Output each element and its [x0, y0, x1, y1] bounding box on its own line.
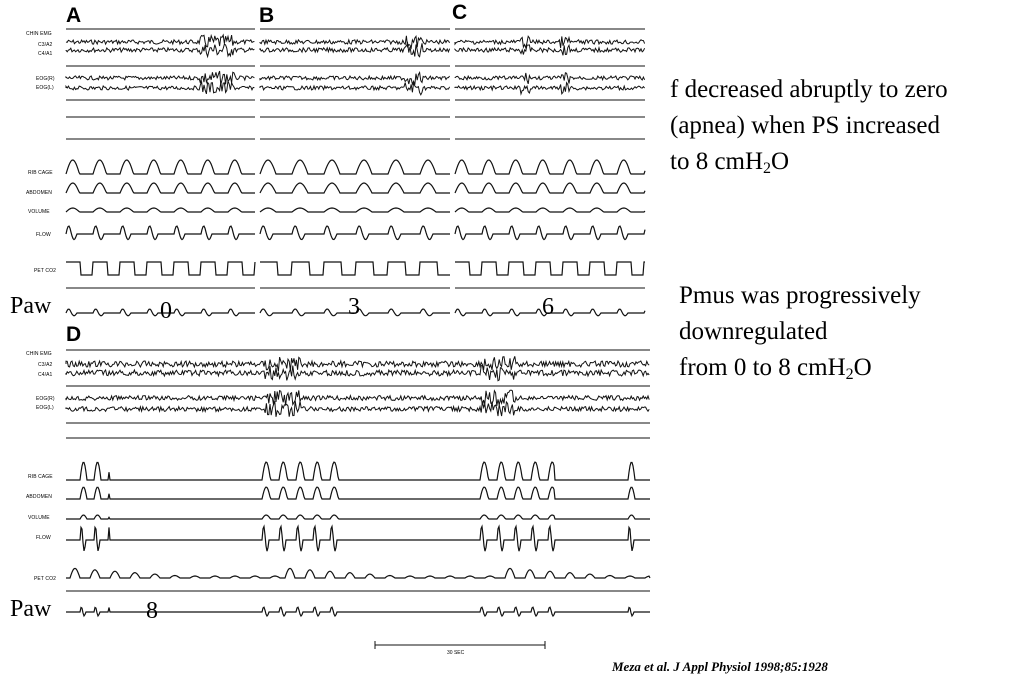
channel-label-chin-emg-d: CHIN EMG — [26, 351, 52, 357]
annotation-apnea-line1: f decreased abruptly to zero — [670, 76, 948, 103]
channel-label-eog-l-d: EOG(L) — [36, 405, 54, 411]
eeg-c3-trace — [66, 356, 649, 371]
channel-label-rib-cage-d: RIB CAGE — [28, 474, 53, 480]
panel-label-c: C — [452, 1, 468, 24]
eog-r-trace — [66, 390, 649, 406]
ps-level-d: 8 — [146, 598, 158, 624]
ps-level-b: 3 — [348, 294, 360, 320]
abdomen-trace — [66, 487, 650, 499]
eeg-c4-trace — [66, 44, 254, 56]
eeg-c4-trace — [455, 45, 645, 55]
flow-trace — [66, 226, 255, 240]
eog-r-trace — [455, 73, 645, 84]
eog-l-trace — [66, 401, 649, 417]
channel-label-eog-r-d: EOG(R) — [36, 396, 55, 402]
channel-label-pet-co2-d: PET CO2 — [34, 576, 57, 582]
annotation-apnea-line2: (apnea) when PS increased — [670, 112, 941, 139]
pet-co2-trace — [260, 262, 450, 275]
panel-label-b: B — [259, 4, 275, 27]
channel-label-c3a2: C3/A2 — [38, 42, 53, 48]
channel-label-abdomen: ABDOMEN — [26, 190, 52, 196]
rib-cage-trace — [260, 160, 450, 174]
abdomen-trace — [260, 183, 450, 193]
rib-cage-trace — [66, 462, 650, 480]
rib-cage-trace — [455, 160, 645, 174]
panel-label-d: D — [66, 323, 82, 346]
paw-label-top: Paw — [10, 293, 52, 319]
channel-label-eog-l: EOG(L) — [36, 85, 54, 91]
scale-bar — [375, 641, 545, 649]
volume-trace — [455, 208, 645, 212]
panel-label-a: A — [66, 4, 82, 27]
eog-l-trace — [260, 83, 450, 95]
eog-l-trace — [455, 83, 645, 94]
annotation-apnea — [670, 72, 948, 180]
volume-trace — [260, 208, 450, 212]
flow-trace — [260, 226, 450, 240]
channel-label-volume: VOLUME — [28, 209, 50, 215]
channel-label-rib-cage: RIB CAGE — [28, 170, 53, 176]
ps-level-a: 0 — [160, 298, 172, 324]
rib-cage-trace — [66, 160, 255, 174]
eeg-c4-trace — [260, 43, 450, 57]
citation: Meza et al. J Appl Physiol 1998;85:1928 — [612, 659, 828, 674]
channel-label-c4a1: C4/A1 — [38, 51, 53, 57]
channel-label-flow: FLOW — [36, 232, 51, 238]
annotation-pmus-line3: from 0 to 8 cmH$_2$O — [679, 354, 872, 383]
channel-label-flow-d: FLOW — [36, 535, 51, 541]
pet-co2-trace — [66, 568, 650, 578]
channel-label-pet-co2: PET CO2 — [34, 268, 57, 274]
flow-trace — [66, 527, 650, 552]
channel-label-chin-emg: CHIN EMG — [26, 31, 52, 37]
abdomen-trace — [66, 183, 255, 193]
flow-trace — [455, 226, 645, 240]
channel-label-c3a2-d: C3/A2 — [38, 362, 53, 368]
channel-label-eog-r: EOG(R) — [36, 76, 55, 82]
annotation-pmus — [679, 278, 921, 386]
pet-co2-trace — [455, 262, 645, 275]
ps-level-c: 6 — [542, 294, 554, 320]
annotation-pmus-line2: downregulated — [679, 318, 828, 345]
trace-group — [66, 29, 650, 649]
eog-r-trace — [260, 73, 450, 85]
pet-co2-trace — [66, 262, 255, 275]
annotation-apnea-line3: to 8 cmH$_2$O — [670, 148, 790, 177]
paw-label-bottom: Paw — [10, 596, 52, 622]
eeg-c3-trace — [455, 36, 645, 48]
volume-trace — [66, 515, 650, 519]
abdomen-trace — [455, 183, 645, 193]
volume-trace — [66, 208, 255, 212]
channel-label-c4a1-d: C4/A1 — [38, 372, 53, 378]
channel-label-abdomen-d: ABDOMEN — [26, 494, 52, 500]
scale-bar-label: 30 SEC — [447, 650, 465, 656]
annotation-pmus-line1: Pmus was progressively — [679, 282, 921, 309]
eog-r-trace — [66, 71, 254, 85]
channel-label-volume-d: VOLUME — [28, 515, 50, 521]
